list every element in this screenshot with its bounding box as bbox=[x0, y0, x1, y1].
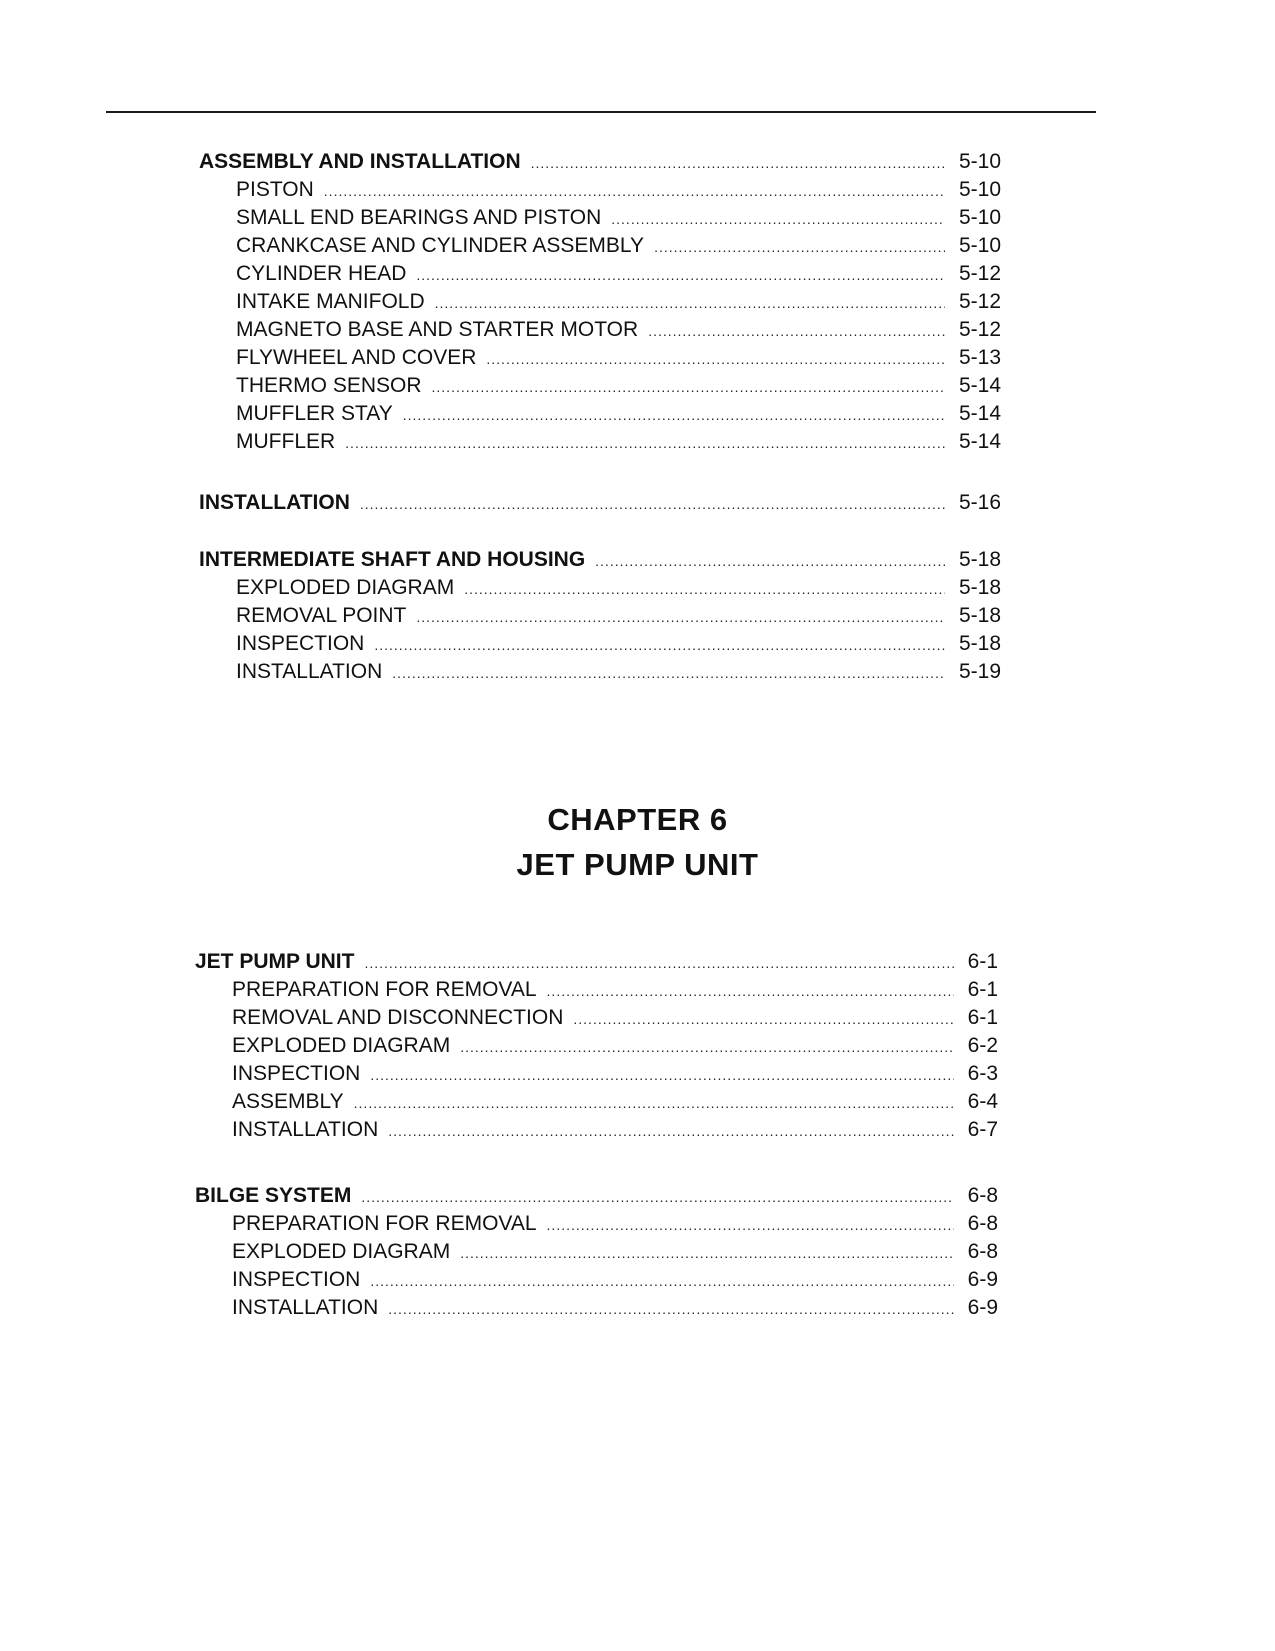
toc-section-assembly-and-installation bbox=[199, 148, 1001, 456]
chapter-title: JET PUMP UNIT bbox=[516, 847, 759, 882]
toc-entry-label: CYLINDER HEAD bbox=[236, 262, 407, 285]
dot-leader bbox=[361, 1183, 953, 1211]
dot-leader bbox=[464, 575, 945, 603]
dot-leader bbox=[547, 1211, 954, 1239]
toc-entry-page: 6-9 bbox=[967, 1296, 998, 1319]
toc-section-bilge-system bbox=[195, 1182, 998, 1322]
toc-entry-label: INSTALLATION bbox=[232, 1118, 379, 1141]
toc-entry bbox=[199, 316, 1001, 344]
toc-entry-page: 5-14 bbox=[958, 402, 1001, 425]
toc-entry-page: 5-10 bbox=[958, 150, 1001, 173]
toc-entry-label: PREPARATION FOR REMOVAL bbox=[232, 1212, 537, 1235]
toc-entry bbox=[195, 1116, 998, 1144]
toc-entry-label: THERMO SENSOR bbox=[236, 374, 422, 397]
toc-entry bbox=[195, 1294, 998, 1322]
toc-section-installation bbox=[199, 489, 1001, 517]
toc-entry-page: 5-18 bbox=[958, 604, 1001, 627]
toc-entry bbox=[199, 260, 1001, 288]
toc-entry-label: MUFFLER STAY bbox=[236, 402, 393, 425]
dot-leader bbox=[432, 373, 945, 401]
toc-entry-page: 6-2 bbox=[967, 1034, 998, 1057]
toc-entry-page: 5-14 bbox=[958, 430, 1001, 453]
dot-leader bbox=[595, 547, 945, 575]
toc-entry-page: 5-10 bbox=[958, 234, 1001, 257]
toc-entry-label: INSPECTION bbox=[232, 1268, 361, 1291]
dot-leader bbox=[573, 1005, 953, 1033]
dot-leader bbox=[531, 149, 945, 177]
toc-entry-page: 5-10 bbox=[958, 178, 1001, 201]
toc-entry-page: 5-18 bbox=[958, 632, 1001, 655]
toc-entry-label: INTERMEDIATE SHAFT AND HOUSING bbox=[199, 548, 586, 571]
toc-entry-label: MAGNETO BASE AND STARTER MOTOR bbox=[236, 318, 639, 341]
dot-leader bbox=[611, 205, 945, 233]
toc-entry-label: EXPLODED DIAGRAM bbox=[232, 1034, 451, 1057]
toc-entry bbox=[199, 344, 1001, 372]
toc-entry-label: REMOVAL AND DISCONNECTION bbox=[232, 1006, 564, 1029]
toc-entry bbox=[199, 546, 1001, 574]
dot-leader bbox=[654, 233, 945, 261]
toc-entry bbox=[195, 1182, 998, 1210]
toc-entry-page: 6-3 bbox=[967, 1062, 998, 1085]
toc-entry-page: 5-18 bbox=[958, 576, 1001, 599]
toc-entry-page: 5-19 bbox=[958, 660, 1001, 683]
toc-entry-page: 6-8 bbox=[967, 1212, 998, 1235]
toc-entry bbox=[199, 372, 1001, 400]
toc-entry bbox=[195, 1238, 998, 1266]
toc-entry-page: 6-1 bbox=[967, 950, 998, 973]
toc-entry bbox=[199, 288, 1001, 316]
dot-leader bbox=[460, 1033, 953, 1061]
toc-entry bbox=[199, 489, 1001, 517]
dot-leader bbox=[460, 1239, 953, 1267]
toc-entry bbox=[195, 1004, 998, 1032]
toc-entry-label: JET PUMP UNIT bbox=[195, 950, 355, 973]
chapter-number: CHAPTER 6 bbox=[547, 802, 728, 837]
dot-leader bbox=[392, 659, 945, 687]
toc-entry-page: 5-12 bbox=[958, 290, 1001, 313]
dot-leader bbox=[360, 490, 945, 518]
dot-leader bbox=[388, 1295, 953, 1323]
dot-leader bbox=[435, 289, 945, 317]
toc-entry bbox=[199, 658, 1001, 686]
header-rule bbox=[106, 111, 1096, 113]
toc-entry bbox=[199, 176, 1001, 204]
dot-leader bbox=[374, 631, 945, 659]
toc-entry-label: INTAKE MANIFOLD bbox=[236, 290, 425, 313]
toc-entry-label: INSTALLATION bbox=[232, 1296, 379, 1319]
toc-entry bbox=[195, 1032, 998, 1060]
dot-leader bbox=[416, 261, 945, 289]
toc-entry-page: 5-12 bbox=[958, 262, 1001, 285]
toc-entry bbox=[195, 1210, 998, 1238]
toc-entry-page: 6-1 bbox=[967, 978, 998, 1001]
toc-entry-label: INSTALLATION bbox=[199, 491, 350, 514]
toc-entry-page: 6-9 bbox=[967, 1268, 998, 1291]
toc-entry bbox=[199, 602, 1001, 630]
toc-entry-page: 5-18 bbox=[958, 548, 1001, 571]
dot-leader bbox=[547, 977, 954, 1005]
toc-entry-label: INSTALLATION bbox=[236, 660, 383, 683]
toc-entry-label: INSPECTION bbox=[236, 632, 365, 655]
toc-entry-label: CRANKCASE AND CYLINDER ASSEMBLY bbox=[236, 234, 645, 257]
toc-entry-page: 5-12 bbox=[958, 318, 1001, 341]
toc-entry-label: INSPECTION bbox=[232, 1062, 361, 1085]
toc-entry bbox=[195, 976, 998, 1004]
toc-entry-page: 6-8 bbox=[967, 1240, 998, 1263]
dot-leader bbox=[354, 1089, 954, 1117]
dot-leader bbox=[648, 317, 945, 345]
toc-entry-page: 6-4 bbox=[967, 1090, 998, 1113]
toc-entry-label: PREPARATION FOR REMOVAL bbox=[232, 978, 537, 1001]
dot-leader bbox=[388, 1117, 953, 1145]
toc-entry bbox=[195, 1266, 998, 1294]
toc-entry-label: BILGE SYSTEM bbox=[195, 1184, 352, 1207]
toc-section-intermediate-shaft bbox=[199, 546, 1001, 686]
toc-entry-label: EXPLODED DIAGRAM bbox=[232, 1240, 451, 1263]
toc-entry bbox=[199, 428, 1001, 456]
toc-entry-label: FLYWHEEL AND COVER bbox=[236, 346, 477, 369]
dot-leader bbox=[416, 603, 945, 631]
toc-entry-page: 5-10 bbox=[958, 206, 1001, 229]
dot-leader bbox=[345, 429, 945, 457]
toc-entry-label: REMOVAL POINT bbox=[236, 604, 407, 627]
toc-entry bbox=[195, 948, 998, 976]
toc-entry bbox=[199, 574, 1001, 602]
toc-entry bbox=[199, 204, 1001, 232]
dot-leader bbox=[370, 1061, 953, 1089]
toc-entry bbox=[195, 1088, 998, 1116]
dot-leader bbox=[324, 177, 945, 205]
toc-entry-label: EXPLODED DIAGRAM bbox=[236, 576, 455, 599]
toc-entry-label: SMALL END BEARINGS AND PISTON bbox=[236, 206, 602, 229]
toc-entry bbox=[199, 630, 1001, 658]
toc-entry-page: 5-13 bbox=[958, 346, 1001, 369]
toc-entry-page: 6-8 bbox=[967, 1184, 998, 1207]
toc-entry bbox=[199, 232, 1001, 260]
toc-entry bbox=[195, 1060, 998, 1088]
dot-leader bbox=[403, 401, 945, 429]
toc-entry-label: ASSEMBLY AND INSTALLATION bbox=[199, 150, 521, 173]
dot-leader bbox=[486, 345, 945, 373]
dot-leader bbox=[370, 1267, 953, 1295]
dot-leader bbox=[364, 949, 953, 977]
toc-entry-page: 6-7 bbox=[967, 1118, 998, 1141]
toc-entry bbox=[199, 400, 1001, 428]
toc-entry-label: MUFFLER bbox=[236, 430, 336, 453]
toc-entry-page: 6-1 bbox=[967, 1006, 998, 1029]
toc-entry bbox=[199, 148, 1001, 176]
toc-section-jet-pump-unit bbox=[195, 948, 998, 1144]
toc-entry-label: PISTON bbox=[236, 178, 314, 201]
toc-entry-page: 5-14 bbox=[958, 374, 1001, 397]
toc-entry-page: 5-16 bbox=[958, 491, 1001, 514]
toc-entry-label: ASSEMBLY bbox=[232, 1090, 344, 1113]
